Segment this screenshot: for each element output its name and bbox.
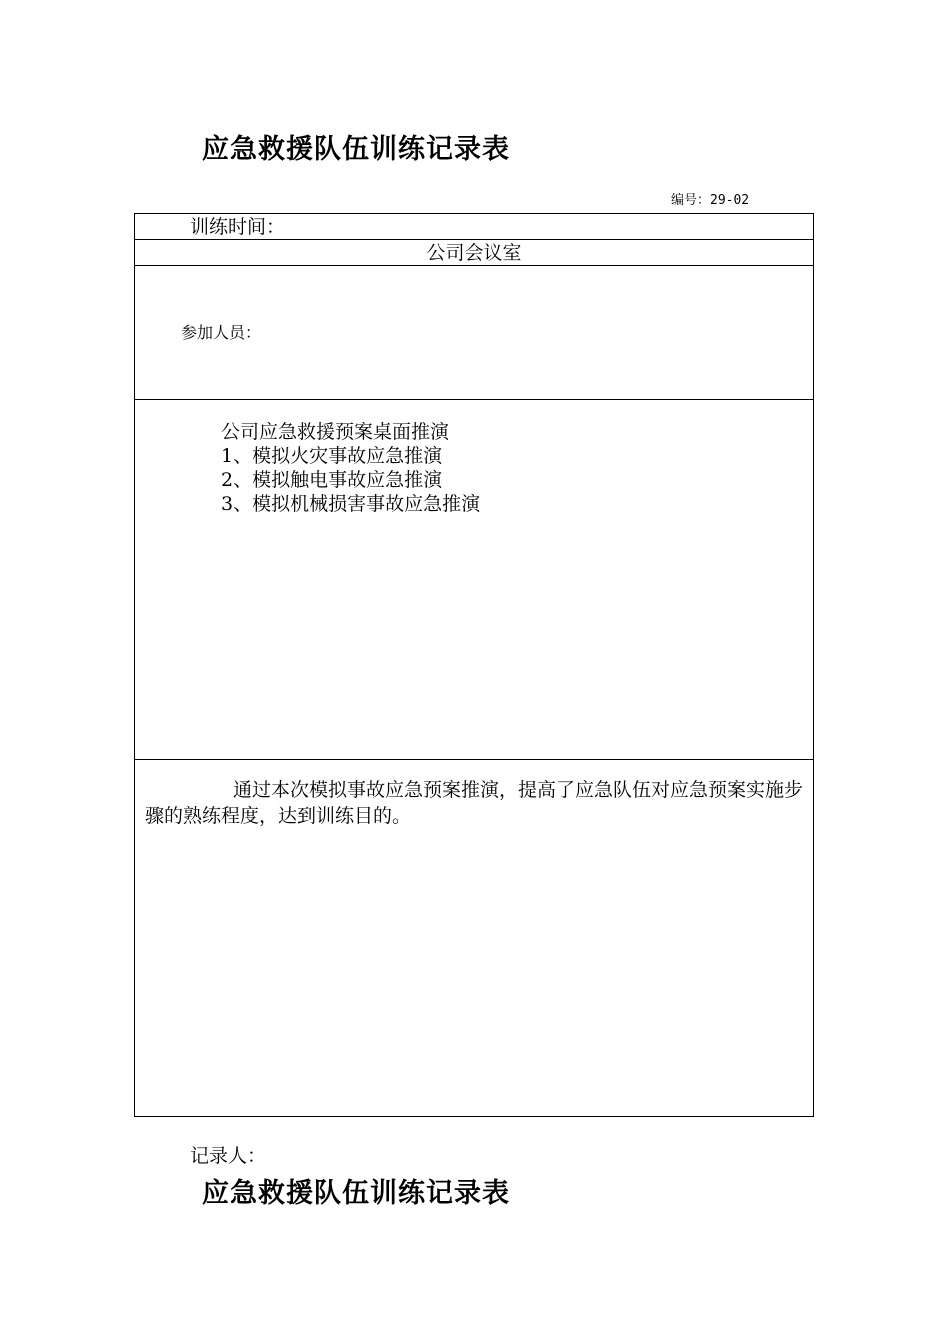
- training-evaluation-text: 通过本次模拟事故应急预案推演，提高了应急队伍对应急预案实施步骤的熟练程度，达到训练目的。: [145, 779, 804, 827]
- list-item: 2、模拟触电事故应急推演: [221, 469, 443, 491]
- training-evaluation-row: [135, 760, 813, 1116]
- next-page-title: 应急救援队伍训练记录表: [202, 1178, 510, 1209]
- training-content-heading: 公司应急救援预案桌面推演: [221, 421, 450, 443]
- recorder-label: 记录人：: [190, 1145, 267, 1167]
- page-title: 应急救援队伍训练记录表: [202, 134, 510, 165]
- training-time-row: [135, 214, 813, 240]
- training-location-value: 公司会议室: [426, 242, 522, 264]
- training-time-label: 训练时间：: [190, 216, 286, 238]
- training-content-list: [221, 420, 480, 516]
- participants-row: [135, 266, 813, 400]
- training-content-row: [135, 400, 813, 760]
- list-item: 3、模拟机械损害事故应急推演: [221, 493, 481, 515]
- list-item: 1、模拟火灾事故应急推演: [221, 445, 443, 467]
- document-number: 编号：29-02: [671, 193, 750, 208]
- participants-label: 参加人员：: [181, 323, 262, 342]
- training-record-table: [134, 213, 814, 1117]
- training-location-row: [135, 240, 813, 266]
